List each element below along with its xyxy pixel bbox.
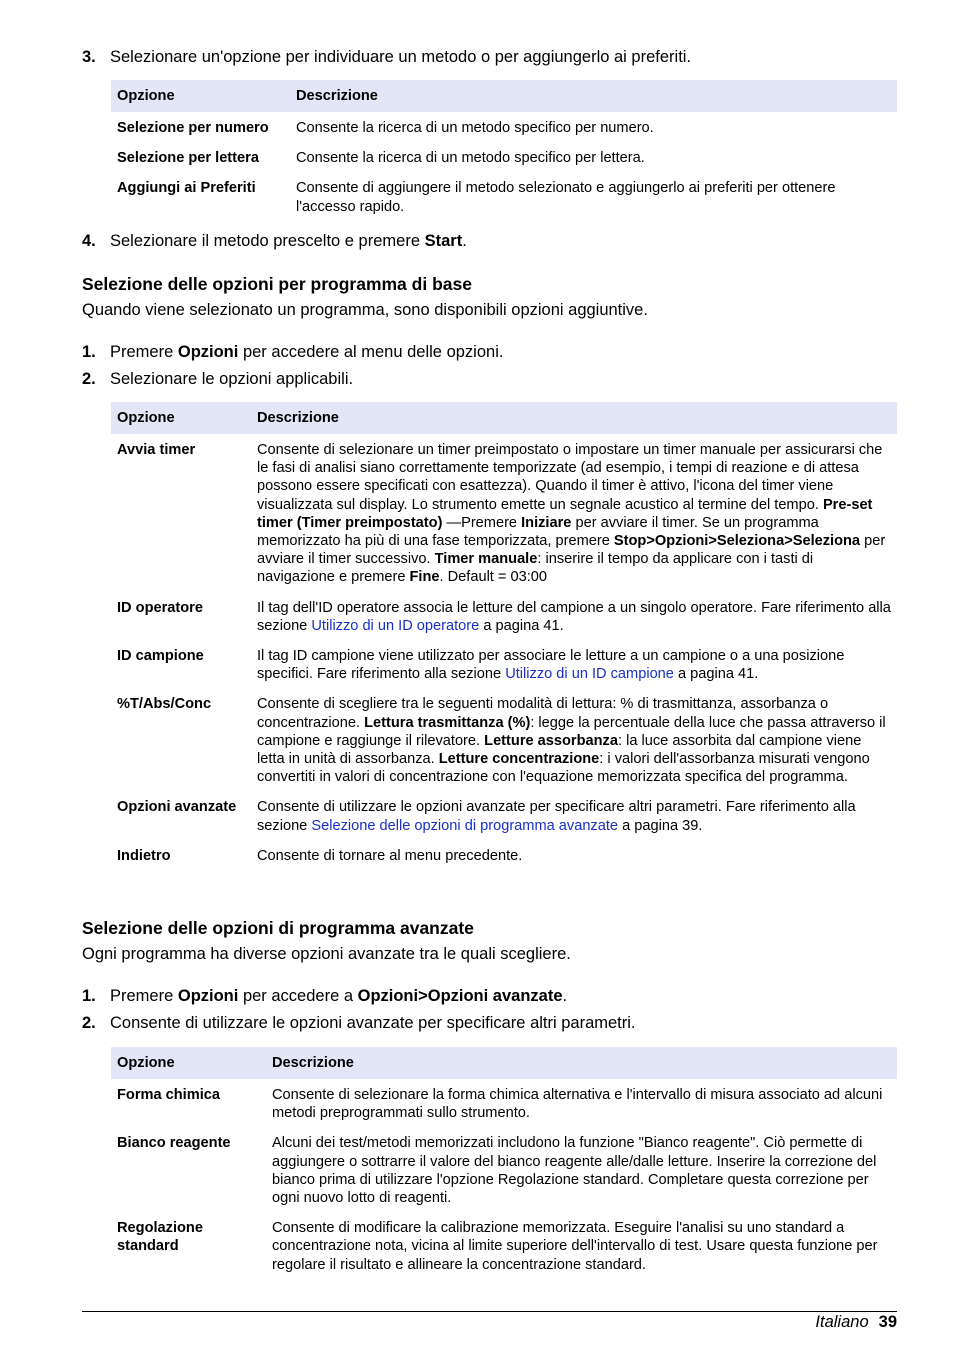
option-name: Avvia timer [117, 442, 196, 458]
option-name: Selezione per numero [117, 120, 269, 136]
step-keyword: Start [424, 232, 463, 250]
section-title-basic: Selezione delle opzioni per programma di base [82, 274, 472, 294]
table-row [111, 434, 897, 593]
table-header-row [111, 80, 897, 112]
desc-text: Consente di scegliere tra le seguenti modalità di lettura: % di trasmittanza, assorbanza o concentrazione. [257, 696, 829, 731]
desc-text: : la luce assorbita dal campione viene letta in unità di assorbanza. [257, 732, 862, 768]
desc-text: : legge la percentuale della luce che passa attraverso il campione e raggiunge il rilevatore. [257, 714, 886, 749]
desc-keyword: Stop>Opzioni>Seleziona>Seleziona [613, 533, 861, 550]
step-number: 1. [82, 343, 96, 361]
option-name: Regolazione standard [117, 1220, 203, 1255]
option-description: Consente la ricerca di un metodo specifico per numero. [296, 120, 654, 136]
step-1 [82, 342, 503, 362]
desc-keyword: Lettura trasmittanza (%) [364, 714, 531, 731]
step-2 [82, 369, 353, 389]
table-row [111, 112, 897, 143]
option-description: Consente la ricerca di un metodo specifico per lettera. [296, 150, 645, 167]
step-text-end: . [462, 232, 467, 250]
table-row [111, 143, 897, 173]
step-text: Selezionare le opzioni applicabili. [110, 370, 354, 388]
desc-text: a pagina 39. [618, 817, 703, 834]
step-4 [82, 231, 467, 251]
table-header-row [111, 1047, 897, 1079]
table-header-row [111, 402, 897, 434]
option-description [251, 792, 897, 840]
link-operator-id[interactable]: Utilizzo di un ID operatore [311, 617, 480, 634]
page-number: 39 [878, 1313, 897, 1331]
step-text: Premere [110, 987, 178, 1005]
step-2-advanced [82, 1013, 636, 1033]
desc-keyword: Pre-set timer (Timer preimpostato) [257, 496, 873, 531]
options-table-2 [111, 402, 897, 871]
desc-keyword: Iniziare [521, 514, 572, 531]
table-row [111, 173, 897, 221]
options-table-3 [111, 1047, 897, 1280]
desc-text: Consente di utilizzare le opzioni avanzate per specificare altri parametri. Fare riferimento alla sezione [257, 799, 856, 834]
column-header-option: Opzione [111, 1047, 266, 1079]
option-description: Consente di selezionare la forma chimica alternativa e l'intervallo di misura associato ad alcuni metodi preprogrammati sullo strumento. [272, 1087, 883, 1122]
step-number: 3. [82, 48, 96, 66]
table-row [111, 593, 897, 641]
desc-text: per avviare il timer. Se un programma memorizzato ha più di una fase temporizzata, premere [257, 514, 819, 550]
table-row [111, 792, 897, 840]
table-row [111, 1079, 897, 1128]
column-header-option: Opzione [111, 80, 290, 112]
desc-keyword: Letture concentrazione [438, 751, 600, 768]
table-row [111, 689, 897, 792]
desc-keyword: Letture assorbanza [484, 732, 618, 749]
option-description [251, 641, 897, 689]
option-description: Consente di modificare la calibrazione memorizzata. Eseguire l'analisi su uno standard a concentrazione nota, vicina al limite superiore dell'intervallo di test. Usare questa funzione per regolare il risultato e allineare la concentrazione standard. [272, 1220, 878, 1273]
option-name: ID operatore [117, 599, 203, 616]
option-description [251, 689, 897, 792]
desc-text: . Default = 03:00 [439, 569, 548, 586]
options-table-1 [111, 80, 897, 222]
desc-keyword: Fine [409, 569, 440, 586]
desc-keyword: Timer manuale [434, 551, 538, 568]
desc-text: Consente di selezionare un timer preimpostato o impostare un timer manuale per assicurarsi che le fasi di analisi siano correttamente temporizzate (ad esempio, i tempi di reazione e di attesa possono essere specificati con esattezza). Quando il timer è attivo, l'icona del timer viene visualizzata sul display. Lo strumento emette un segnale acustico al termine del tempo. [257, 442, 883, 513]
desc-text: per avviare il timer successivo. [257, 533, 886, 568]
step-text-end: . [562, 987, 568, 1005]
step-keyword: Opzioni>Opzioni avanzate [357, 987, 563, 1005]
column-header-description: Descrizione [251, 402, 897, 434]
column-header-option: Opzione [111, 402, 251, 434]
step-text: Selezionare un'opzione per individuare un metodo o per aggiungerlo ai preferiti. [110, 48, 692, 66]
section-title-advanced: Selezione delle opzioni di programma avanzate [82, 918, 474, 938]
option-name: Forma chimica [117, 1087, 221, 1103]
step-1-advanced [82, 986, 567, 1006]
step-keyword: Opzioni [177, 987, 239, 1005]
option-name: Indietro [117, 847, 171, 864]
step-number: 1. [82, 987, 96, 1005]
footer-language: Italiano [815, 1313, 869, 1331]
option-description [251, 434, 897, 593]
page-footer [815, 1313, 897, 1332]
step-number: 2. [82, 370, 96, 388]
step-text: Consente di utilizzare le opzioni avanzate per specificare altri parametri. [110, 1014, 636, 1032]
desc-text: Il tag ID campione viene utilizzato per associare le letture a un campione o a una posizione specifici. Fare riferimento alla sezione [257, 648, 845, 683]
desc-text: a pagina 41. [673, 666, 759, 683]
option-name: Selezione per lettera [117, 150, 259, 167]
option-description: Consente di tornare al menu precedente. [257, 847, 523, 864]
option-name: Aggiungi ai Preferiti [117, 180, 256, 197]
desc-text: : i valori dell'assorbanza misurati vengono convertiti in valori di concentrazione con l'equazione memorizzata specifica del programma. [257, 751, 870, 786]
desc-text: a pagina 41. [479, 617, 564, 634]
link-sample-id[interactable]: Utilizzo di un ID campione [505, 666, 674, 683]
step-number: 4. [82, 232, 96, 250]
step-text: per accedere a [238, 987, 358, 1005]
option-description [251, 593, 897, 641]
column-header-description: Descrizione [266, 1047, 897, 1079]
desc-text: : inserire il tempo da applicare con i tasti di navigazione e premere [257, 551, 814, 586]
step-text: Premere [110, 343, 178, 361]
option-name: Opzioni avanzate [117, 799, 237, 816]
option-description: Consente di aggiungere il metodo selezionato e aggiungerlo ai preferiti per ottenere l'accesso rapido. [296, 180, 836, 215]
step-keyword: Opzioni [177, 343, 239, 361]
step-number: 2. [82, 1014, 96, 1032]
section-intro-basic: Quando viene selezionato un programma, sono disponibili opzioni aggiuntive. [82, 301, 648, 319]
footer-divider [82, 1311, 897, 1312]
table-row [111, 841, 897, 871]
step-text-end: per accedere al menu delle opzioni. [238, 343, 504, 361]
section-intro-advanced: Ogni programma ha diverse opzioni avanzate tra le quali scegliere. [82, 945, 571, 963]
table-row [111, 641, 897, 689]
desc-text: Il tag dell'ID operatore associa le letture del campione a un singolo operatore. Fare riferimento alla sezione [257, 599, 891, 634]
column-header-description: Descrizione [290, 80, 897, 112]
option-name: Bianco reagente [117, 1135, 231, 1152]
step-text: Selezionare il metodo prescelto e premere [110, 232, 425, 250]
table-row [111, 1213, 897, 1280]
option-name: %T/Abs/Conc [117, 696, 212, 713]
step-3 [82, 47, 691, 67]
link-advanced-options[interactable]: Selezione delle opzioni di programma avanzate [311, 817, 619, 834]
option-description: Alcuni dei test/metodi memorizzati includono la funzione "Bianco reagente". Ciò permette di aggiungere o sottrarre il valore del bianco reagente alle/dalle letture. Inserire la correzione del bianco prima di utilizzare l'opzione Regolazione standard. Completare questa correzione per ogni nuovo lotto di reagenti. [272, 1135, 877, 1207]
desc-text: —Premere [442, 514, 522, 531]
table-row [111, 1128, 897, 1213]
option-name: ID campione [117, 648, 204, 665]
